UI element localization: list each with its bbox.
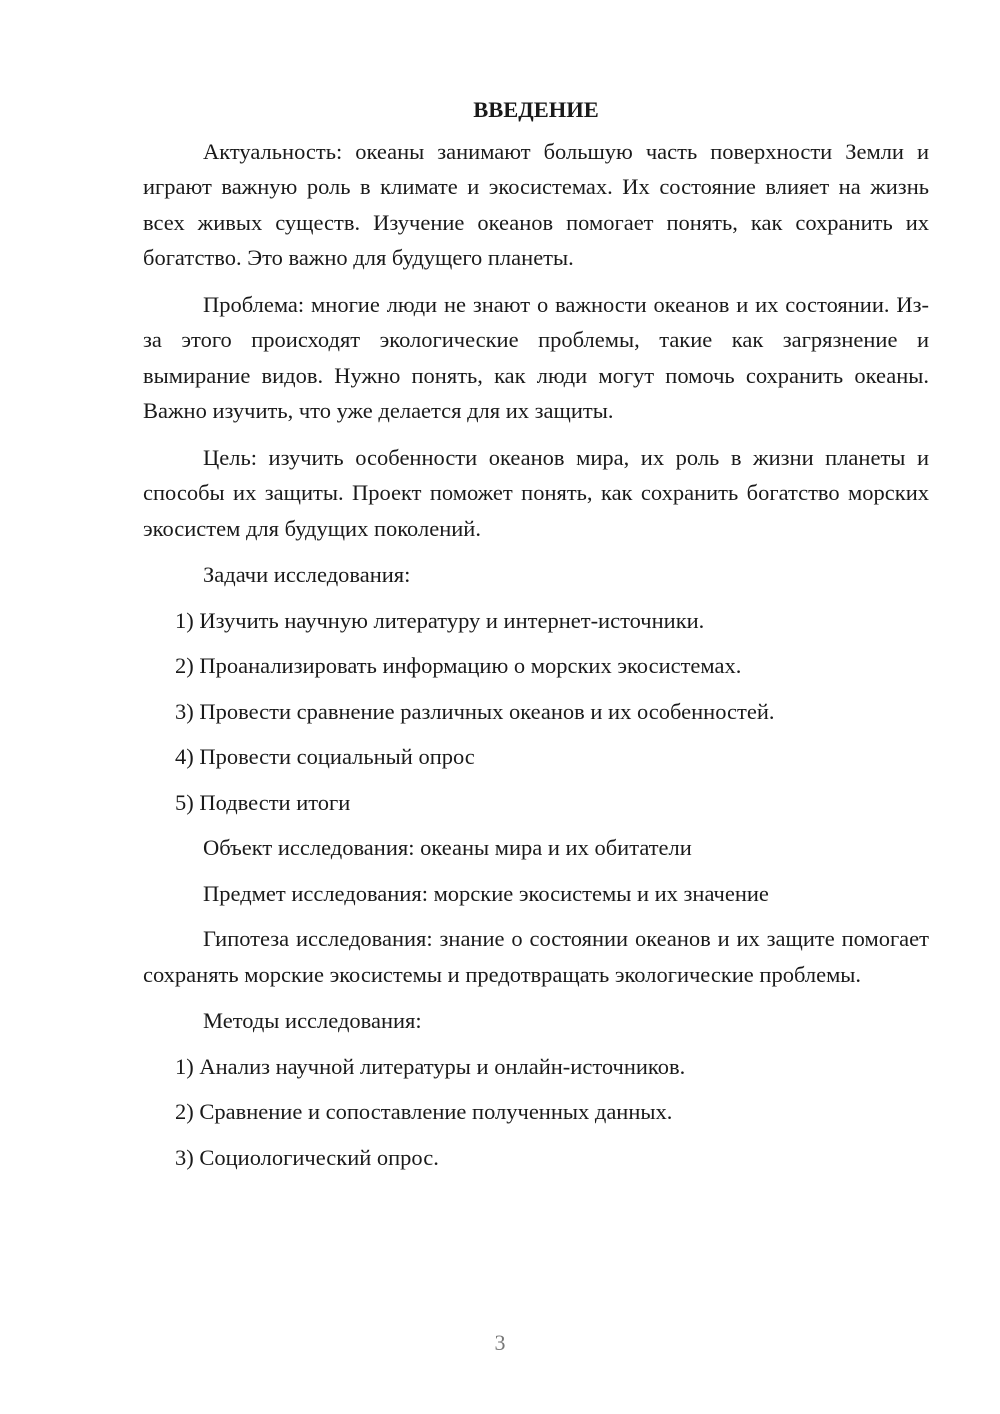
research-subject: Предмет исследования: морские экосистемы и их значение [203,880,769,906]
list-item: 1) Изучить научную литературу и интернет-источники. [175,607,705,633]
problem-paragraph: Проблема: многие люди не знают о важности океанов и их состоянии. Из-за этого происходят экологические проблемы, такие как загрязнение и вымирание видов. Нужно понять, как люди могут помочь сохранить океаны. Важно изучить, что уже делается для их защиты. [143,291,929,423]
list-item: 3) Социологический опрос. [175,1144,439,1170]
page-number: 3 [494,1330,506,1355]
goal-paragraph: Цель: изучить особенности океанов мира, их роль в жизни планеты и способы их защиты. Проект поможет понять, как сохранить богатство морских экосистем для будущих поколений. [143,444,929,541]
list-item: 5) Подвести итоги [175,789,351,815]
document-body [143,92,929,1185]
list-item: 2) Сравнение и сопоставление полученных данных. [175,1099,673,1124]
list-item: 4) Провести социальный опрос [175,744,475,769]
tasks-title: Задачи исследования: [203,562,411,587]
list-item: 1) Анализ научной литературы и онлайн-источников. [175,1053,686,1079]
tasks-list [143,603,929,821]
research-object: Объект исследования: океаны мира и их обитатели [203,835,692,860]
list-item: 2) Проанализировать информацию о морских экосистемах. [175,653,742,678]
methods-list [143,1049,929,1176]
relevance-paragraph: Актуальность: океаны занимают большую часть поверхности Земли и играют важную роль в климате и экосистемах. Их состояние влияет на жизнь всех живых существ. Изучение океанов помогает понять, как сохранить их богатство. Это важно для будущего планеты. [143,138,929,270]
hypothesis-paragraph: Гипотеза исследования: знание о состоянии океанов и их защите помогает сохранять морские экосистемы и предотвращать экологические проблемы. [143,926,929,987]
methods-title: Методы исследования: [203,1008,422,1033]
list-item: 3) Провести сравнение различных океанов и их особенностей. [175,698,775,724]
section-heading: ВВЕДЕНИЕ [473,97,599,122]
